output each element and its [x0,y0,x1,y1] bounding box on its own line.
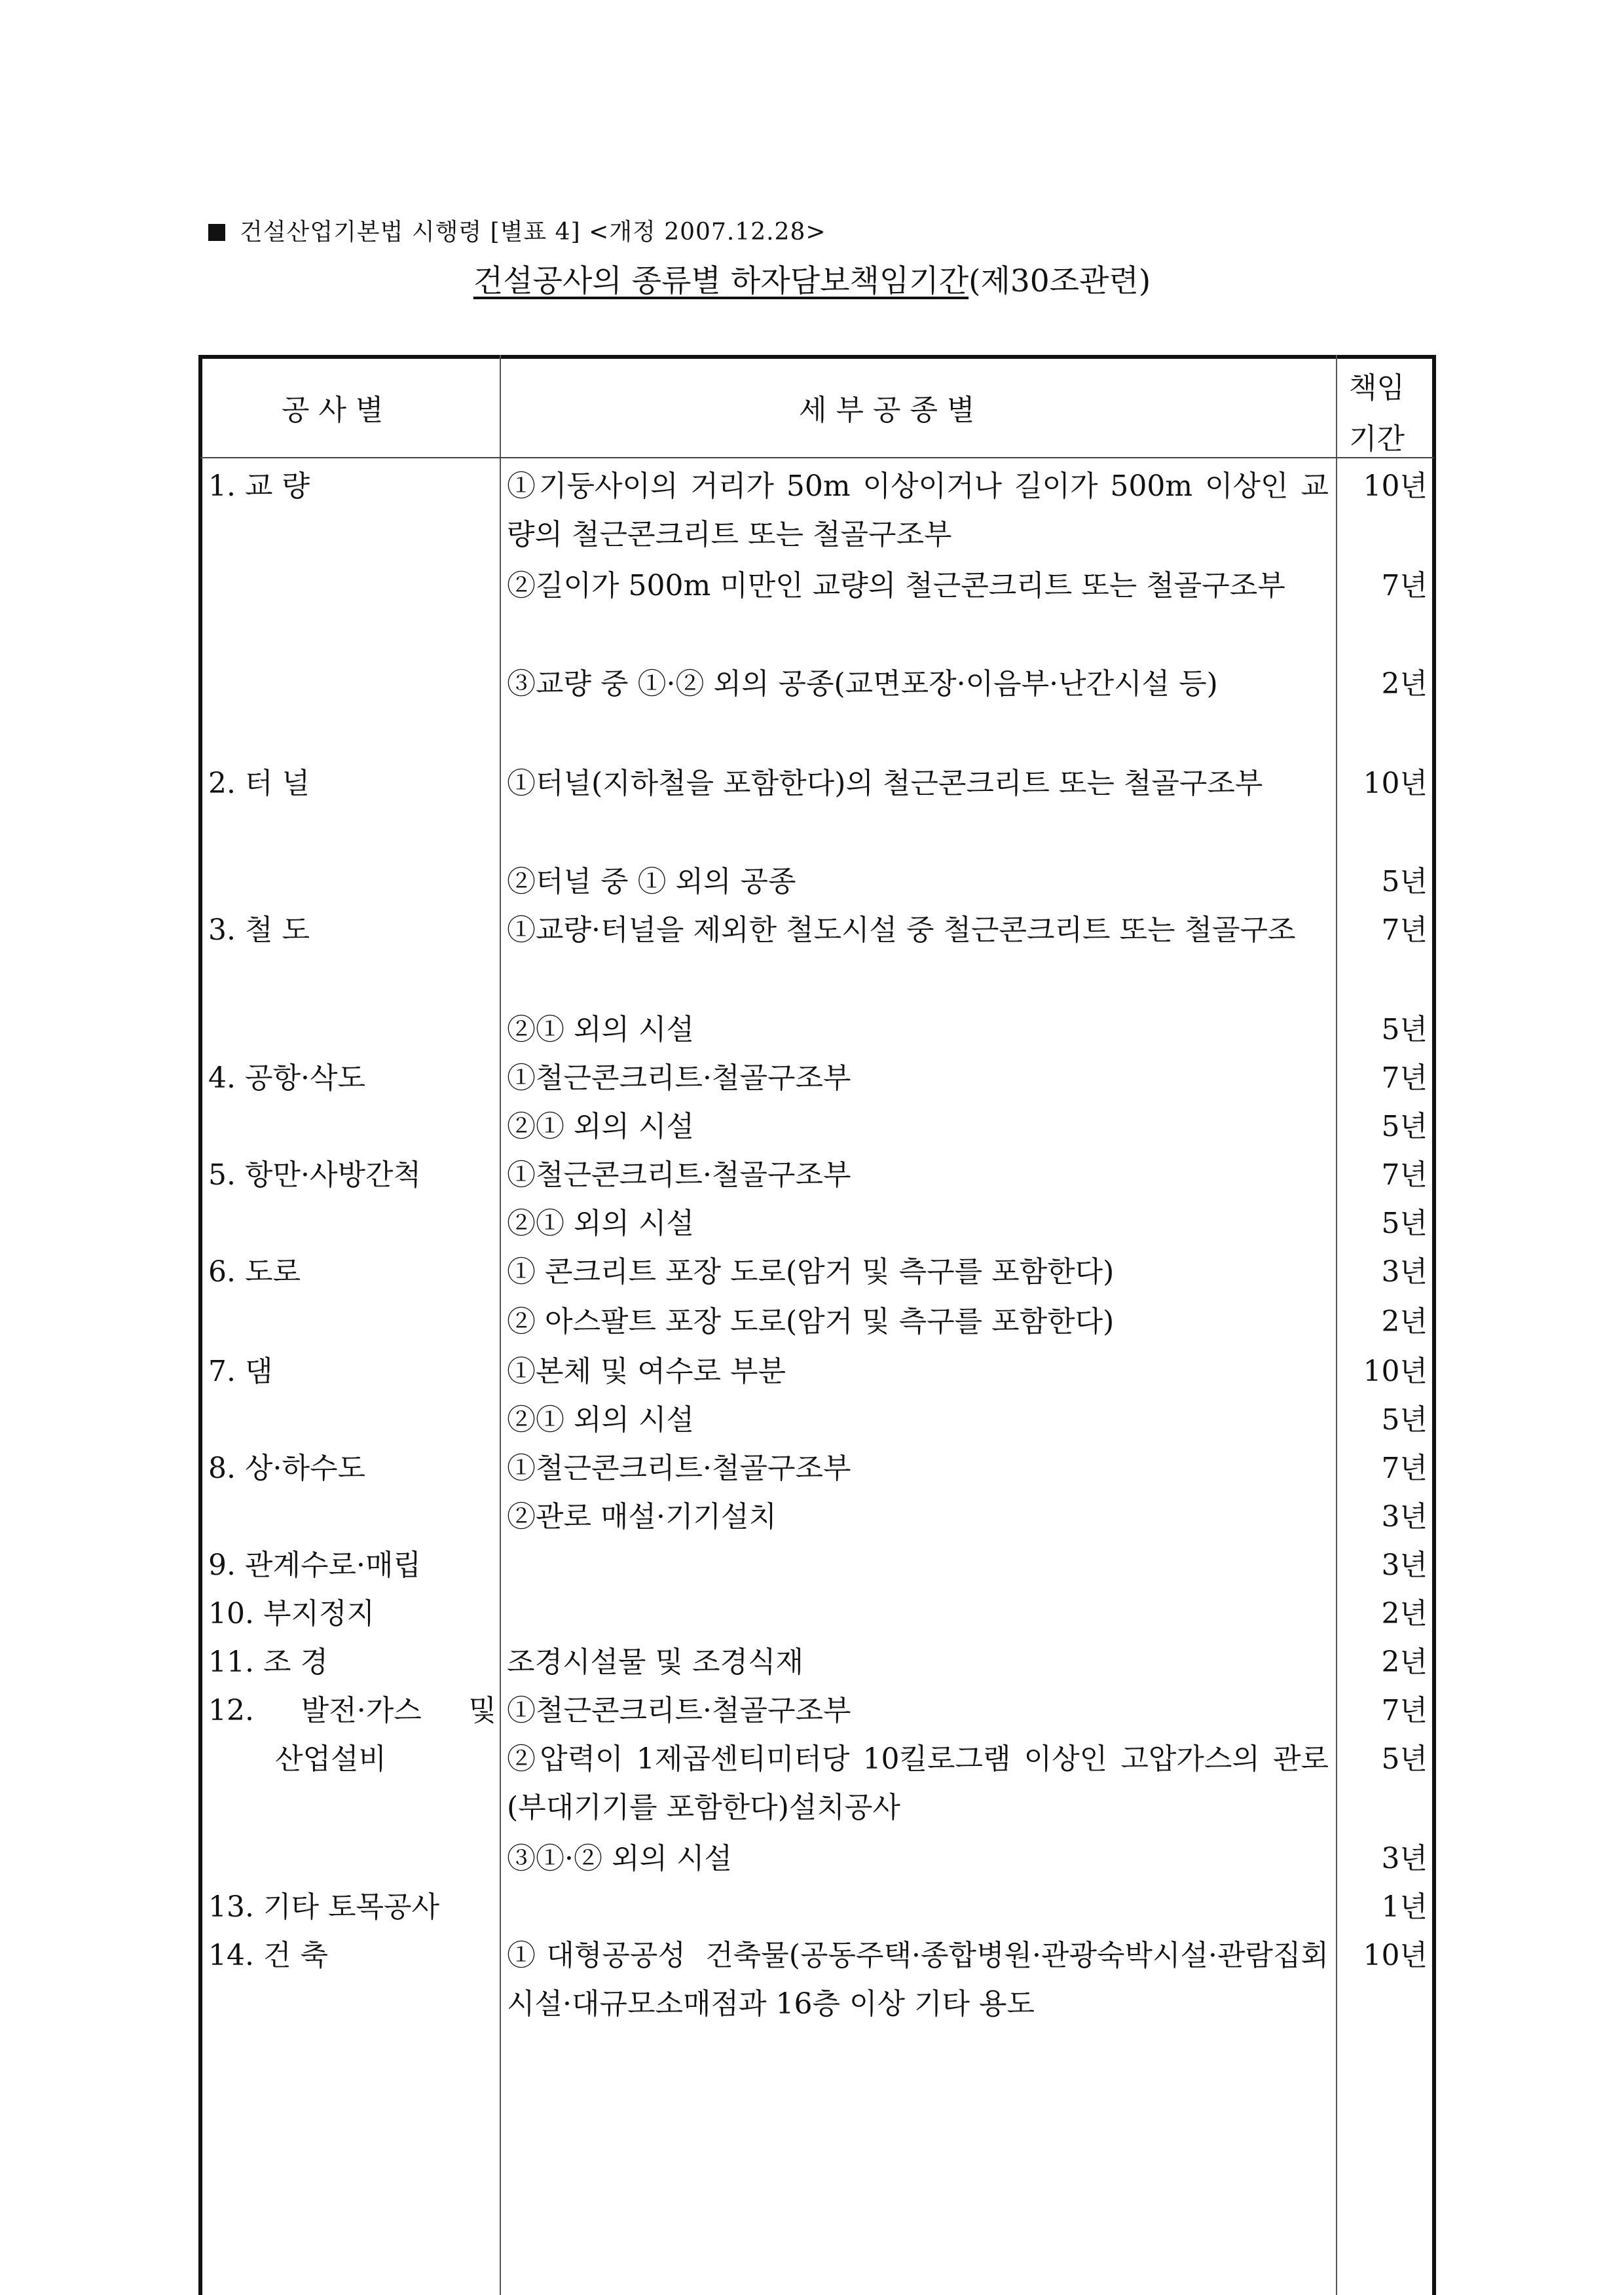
column-header-detail: 세 부 공 종 별 [799,394,975,427]
row-detail: ①교량·터널을 제외한 철도시설 중 철근콘크리트 또는 철골구조 [507,913,1296,947]
row-category: 5. 항만·사방간척 [208,1158,421,1192]
title-main: 건설공사의 종류별 하자담보책임기간 [473,263,969,299]
row-category: 13. 기타 토목공사 [208,1890,439,1924]
row-period: 3년 [1381,1549,1428,1582]
row-category: 9. 관계수로·매립 [208,1549,421,1582]
row-period: 10년 [1363,469,1428,503]
row-period: 2년 [1381,1597,1428,1630]
row-detail: ①철근콘크리트·철골구조부 [507,1694,851,1727]
row-period: 7년 [1381,569,1428,602]
row-detail: ② 아스팔트 포장 도로(암거 및 측구를 포함한다) [507,1305,1115,1338]
header-text: 건설산업기본법 시행령 [별표 4] <개정 2007.12.28> [240,219,826,246]
row-period: 5년 [1381,865,1428,898]
row-category: 3. 철 도 [208,913,310,947]
row-period: 2년 [1381,667,1428,701]
row-period: 10년 [1363,767,1428,800]
row-detail: ①철근콘크리트·철골구조부 [507,1061,851,1095]
row-detail: ①대형공공성 건축물(공동주택·종합병원·관광숙박시설·관람집회시설·대규모소매점과 16층 이상 기타 용도 [507,1939,1329,2021]
row-period: 3년 [1381,1842,1428,1875]
row-category: 12. 발전·가스 및 [208,1694,496,1727]
row-period: 2년 [1381,1645,1428,1679]
row-period: 5년 [1381,1403,1428,1437]
row-period: 7년 [1381,1158,1428,1192]
row-detail: ①철근콘크리트·철골구조부 [507,1158,851,1192]
row-period: 1년 [1381,1890,1428,1924]
row-detail: ②터널 중 ① 외의 공종 [507,865,796,898]
row-period: 7년 [1381,913,1428,947]
row-period: 7년 [1381,1061,1428,1095]
square-bullet-icon [208,224,225,241]
header-divider [200,457,1434,458]
row-category-line2: 산업설비 [275,1742,387,1776]
row-detail: ①철근콘크리트·철골구조부 [507,1452,851,1485]
row-detail: ②① 외의 시설 [507,1403,694,1437]
row-detail: ③①·② 외의 시설 [507,1842,732,1875]
column-divider [500,355,501,2295]
row-category: 10. 부지정지 [208,1597,375,1630]
row-category: 11. 조 경 [208,1645,328,1679]
row-category: 1. 교 량 [208,469,310,503]
row-category: 4. 공항·삭도 [208,1061,365,1095]
row-period: 2년 [1381,1305,1428,1338]
row-detail: ① 콘크리트 포장 도로(암거 및 측구를 포함한다) [507,1255,1115,1289]
row-period: 5년 [1381,1742,1428,1776]
row-detail: ②길이가 500m 미만인 교량의 철근콘크리트 또는 철골구조부 [507,569,1285,602]
row-detail: 조경시설물 및 조경식재 [507,1645,804,1679]
row-period: 3년 [1381,1255,1428,1289]
row-detail: ①본체 및 여수로 부분 [507,1355,786,1388]
row-category: 7. 댐 [208,1355,273,1388]
row-detail: ①터널(지하철을 포함한다)의 철근콘크리트 또는 철골구조부 [507,767,1263,800]
row-detail: ②관로 매설·기기설치 [507,1500,777,1533]
row-category: 8. 상·하수도 [208,1452,365,1485]
row-period: 5년 [1381,1110,1428,1143]
row-detail: ②① 외의 시설 [507,1110,694,1143]
row-detail: ②① 외의 시설 [507,1013,694,1046]
row-period: 5년 [1381,1013,1428,1046]
row-category: 2. 터 널 [208,767,310,800]
row-period: 10년 [1363,1355,1428,1388]
row-period: 3년 [1381,1500,1428,1533]
row-period: 7년 [1381,1452,1428,1485]
row-detail: ②① 외의 시설 [507,1207,694,1240]
row-period: 7년 [1381,1694,1428,1727]
column-header-period-2: 기간 [1349,422,1405,456]
page-title [0,257,1624,301]
column-header-type: 공 사 별 [282,394,384,427]
column-header-period-1: 책임 [1349,371,1405,405]
row-category: 6. 도로 [208,1255,301,1289]
row-period: 10년 [1363,1939,1428,1972]
title-suffix: (제30조관련) [969,263,1151,299]
row-detail: ③교량 중 ①·② 외의 공종(교면포장·이음부·난간시설 등) [507,667,1218,701]
row-period: 5년 [1381,1207,1428,1240]
row-detail: ①기둥사이의 거리가 50m 이상이거나 길이가 500m 이상인 교량의 철근콘크리트 또는 철골구조부 [507,469,1329,551]
row-category: 14. 건 축 [208,1939,328,1972]
page-header [208,213,826,247]
row-detail: ②압력이 1제곱센티미터당 10킬로그램 이상인 고압가스의 관로(부대기기를 포함한다)설치공사 [507,1742,1329,1824]
